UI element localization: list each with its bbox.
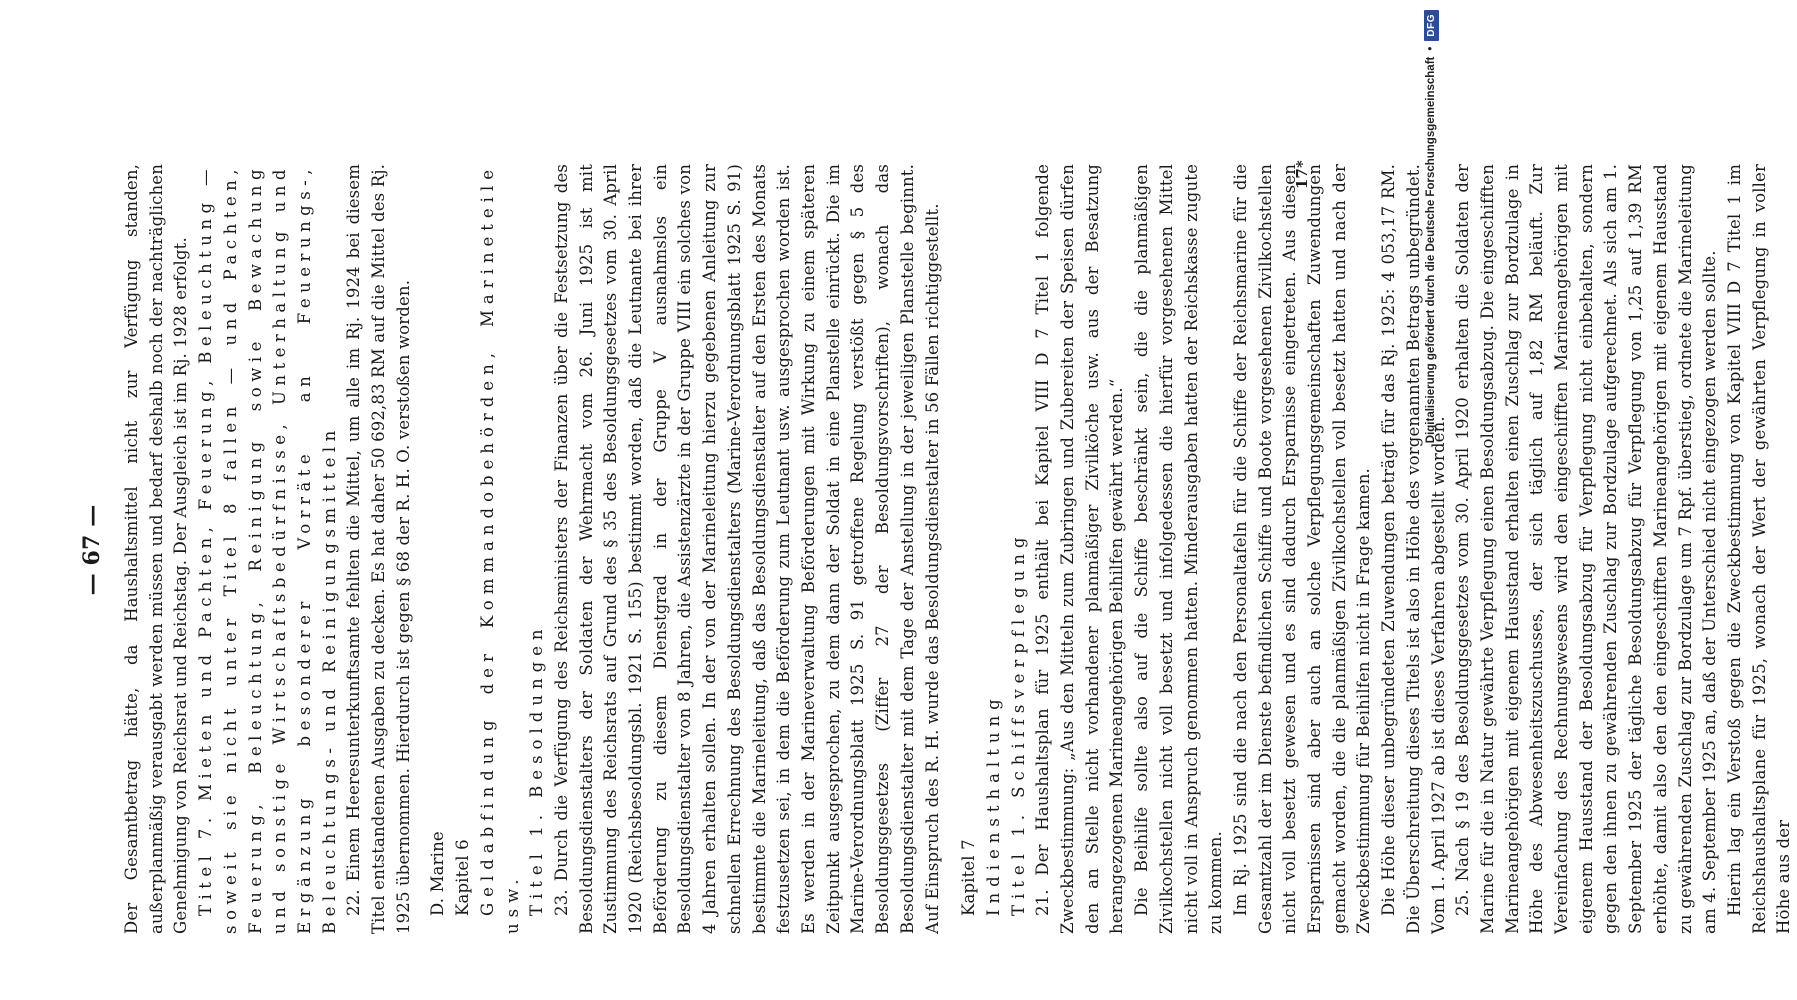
kapitel6-title: Geldabfindung der Kommandobehörden, Marineteile usw. (477, 164, 522, 934)
paragraph-21: 21. Der Haushaltsplan für 1925 enthält bei Kapitel VIII D 7 Titel 1 folgende Zweckbestimmung: „Aus den Mitteln zum Zubringen und Zubereiten der Speisen dürfen den an Stelle nicht vorhandener planmäßiger Zivilköche usw. aus der Besatzung herangezogenen Marineangehörigen Beihilfen gewährt werden.“ (1033, 164, 1127, 934)
paragraph-23: 23. Durch die Verfügung des Reichsministers der Finanzen über die Festsetzung des Besoldungsdienstalters der Soldaten der Wehrmacht vom 26. Juni 1925 ist mit Zustimmung des Reichsrats auf Grund des § 35 des Besoldungsgesetzes vom 30. April 1920 (Reichsbesoldungsbl. 1921 S. 155) bestimmt worden, daß die Leutnante bei ihrer Beförderung zu diesem Dienstgrad in der Gruppe V ausnahmslos ein Besoldungsdienstalter von 8 Jahren, die Assistenzärzte in der Gruppe VIII ein solches von 4 Jahren erhalten sollen. In der von der Marineleitung hierzu gegebenen Anleitung zur schnellen Errechnung des Besoldungsdienstalters (Marine-Verordnungsblatt 1925 S. 91) bestimmte die Marineleitung, daß das Besoldungsdienstalter auf den Ersten des Monats festzusetzen sei, in dem die Beförderung zum Leutnant usw. ausgesprochen worden ist. Es werden in der Marineverwaltung Beförderungen mit Wirkung zu einem späteren Zeitpunkt ausgesprochen, zu dem dann der Soldat in eine Planstelle einrückt. Die im Marine-Verordnungsblatt 1925 S. 91 getroffene Regelung verstößt gegen § 5 des Besoldungsgesetzes (Ziffer 27 der Besoldungsvorschriften), wonach das Besoldungsdienstalter mit dem Tage der Anstellung in der jeweiligen Planstelle beginnt. Auf Einspruch des R. H. wurde das Besoldungsdienstalter in 56 Fällen richtiggestellt. (551, 164, 942, 934)
kapitel6-heading: Kapitel 6 (453, 839, 473, 916)
paragraph-hoehe: Die Höhe dieser unbegründeten Zuwendungen beträgt für das Rj. 1925: 4 053,17 RM. Die Überschreitung dieses Titels ist also in Höhe des vorgenannten Betrags unbegründet. Vom 1. April 1927 ab ist dieses Verfahren abgestellt worden. (1379, 164, 1448, 934)
page-number: — 67 — (79, 504, 105, 596)
paragraph-hierin: Hierin lag ein Verstoß gegen die Zweckbestimmung von Kapitel VIII D 7 Titel 1 im Reichshaushaltsplane für 1925, wonach der Wert der gewährten Verpflegung in voller Höhe aus der (1725, 164, 1794, 934)
paragraph-rj1925: Im Rj. 1925 sind die nach den Personaltafeln für die Schiffe der Reichsmarine für die Gesamtzahl der im Dienste befindlichen Schiffe und Boote vorgesehenen Zivilkochstellen nicht voll besetzt gewesen und es sind dadurch Ersparnisse eingetreten. Aus diesen Ersparnissen sind aber auch an solche Verpflegungsgemeinschaften Zuwendungen gemacht worden, die die planmäßigen Zivilkochstellen voll besetzt hatten und nach der Zweckbestimmung für Beihilfen nicht in Frage kamen. (1230, 164, 1374, 934)
titel7-heading: Titel 7. Mieten und Pachten, Feuerung, Beleuchtung — soweit sie nicht unter Titel 8 fallen — und Pachten, Feuerung, Beleuchtung, Reinigung sowie Bewachung und sonstige Wirtschaftsbedürfnisse, Unterhaltung und Ergänzung besonderer Vorräte an Feuerungs-, Beleuchtungs- und Reinigungsmitteln (196, 164, 339, 934)
kapitel7-title: Indiensthaltung (983, 693, 1003, 916)
signature-mark: 17* (1293, 160, 1312, 190)
paragraph-intro: Der Gesamtbetrag hätte, da Haushaltsmittel nicht zur Verfügung standen, außerplanmäßig verausgabt werden müssen und bedarf deshalb noch der nachträglichen Genehmigung von Reichsrat und Reichstag. Der Ausgleich ist im Rj. 1928 erfolgt. (122, 164, 191, 934)
funding-note-separator: • (1425, 46, 1437, 51)
paragraph-22: 22. Einem Heeresunterkunftsamte fehlten die Mittel, um alle im Rj. 1924 bei diesem Titel entstandenen Ausgaben zu decken. Es hat daher 50 692,83 RM auf die Mittel des Rj. 1925 übernommen. Hierdurch ist gegen § 68 der R. H. O. verstoßen worden. (344, 164, 413, 934)
kapitel6-titel1: Titel 1. Besoldungen (527, 623, 547, 916)
funding-note (1420, 10, 1442, 1000)
paragraph-25: 25. Nach § 19 des Besoldungsgesetzes vom 30. April 1920 erhalten die Soldaten der Marine für die in Natur gewährte Verpflegung einen Besoldungsabzug. Die eingeschifften Marineangehörigen mit eigenem Hausstand erhalten einen Zuschlag zur Bordzulage in Höhe des Abwesenheitszuschusses, der sich täglich auf 1,82 RM beläuft. Zur Vereinfachung des Rechnungswesens wird den eingeschifften Marineangehörigen mit eigenem Hausstand der Besoldungsabzug für Verpflegung nicht einbehalten, sondern gegen den ihnen zu gewährenden Zuschlag zur Bordzulage aufgerechnet. Als sich am 1. September 1925 der tägliche Besoldungsabzug für Verpflegung von 1,25 auf 1,39 RM erhöhte, damit also den den eingeschifften Marineangehörigen mit eigenem Hausstand zu gewährenden Zuschlag zur Bordzulage um 7 Rpf. überstieg, ordnete die Marineleitung am 4. September 1925 an, daß der Unterschied nicht eingezogen werden sollte. (1453, 164, 1720, 934)
document-body (120, 164, 1797, 934)
funding-note-text: Digitalisierung gefördert durch die Deutsche Forschungsgemeinschaft (1425, 56, 1437, 444)
paragraph-beihilfe: Die Beihilfe sollte also auf die Schiffe beschränkt sein, die die planmäßigen Zivilkochstellen nicht voll besetzt und infolgedessen die hierfür vorgesehenen Mittel nicht voll in Anspruch genommen hatten. Minderausgaben hatten der Reichskasse zugute zu kommen. (1132, 164, 1226, 934)
section-d-heading: D. Marine (428, 831, 448, 916)
dfg-logo: DFG (1424, 10, 1439, 41)
kapitel7-titel1: Titel 1. Schiffsverpflegung (1008, 531, 1028, 916)
kapitel7-heading: Kapitel 7 (959, 839, 979, 916)
